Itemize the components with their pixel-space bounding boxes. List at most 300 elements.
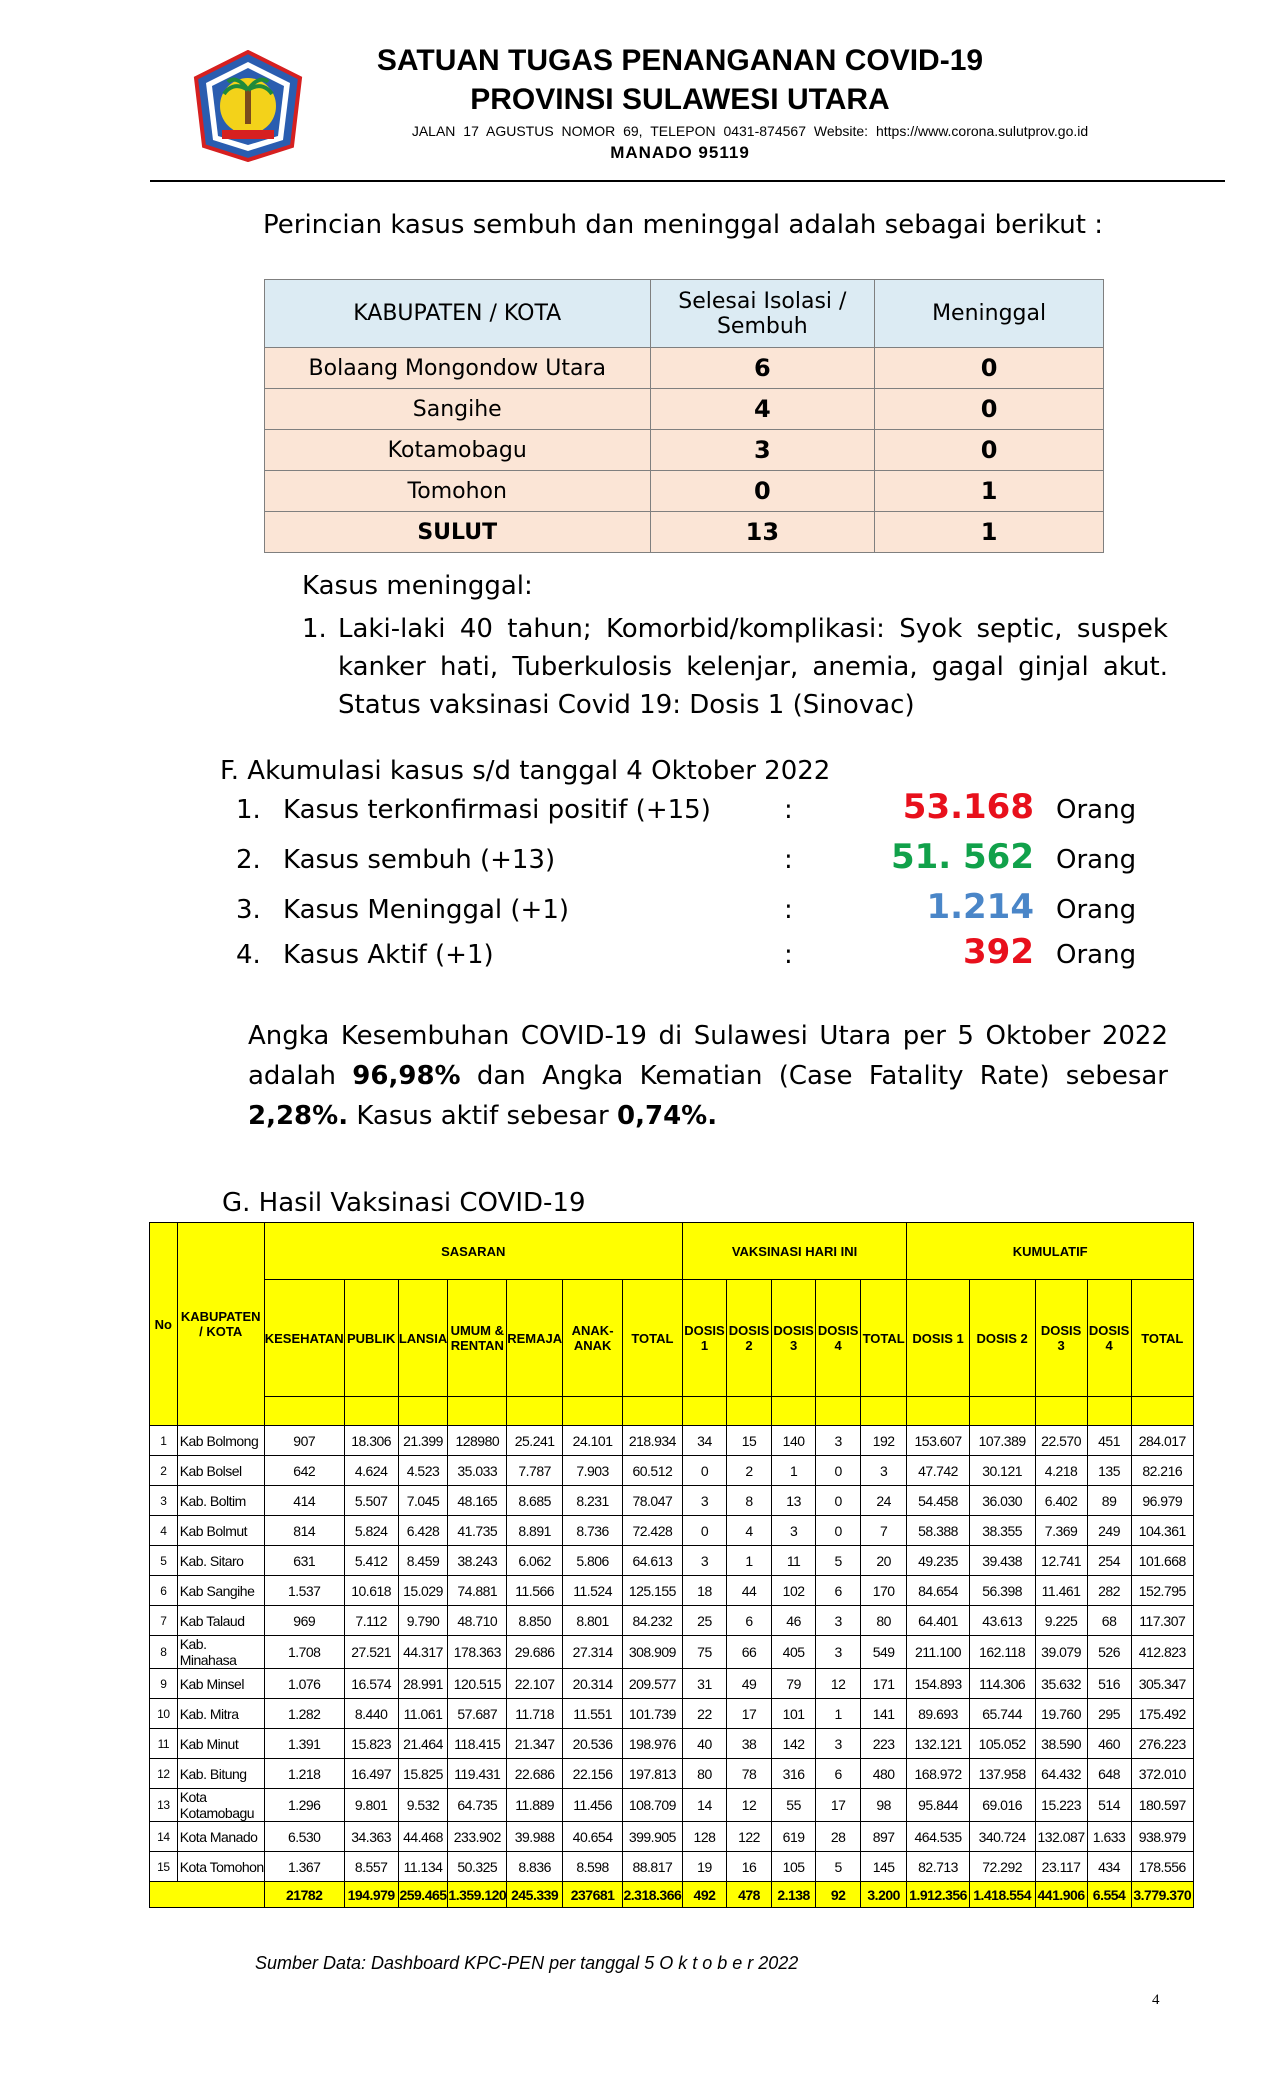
table-row bbox=[265, 430, 1104, 471]
active-rate: 0,74%. bbox=[617, 1101, 718, 1131]
col-today-dosis2: DOSIS 2 bbox=[727, 1280, 772, 1397]
cell-value: 79 bbox=[771, 1669, 816, 1699]
region-name: Bolaang Mongondow Utara bbox=[265, 348, 651, 389]
cell-value: 8.736 bbox=[563, 1516, 623, 1546]
cell-value: 8.850 bbox=[507, 1606, 563, 1636]
cell-value: 249 bbox=[1087, 1516, 1131, 1546]
group-cumulative: KUMULATIF bbox=[907, 1223, 1194, 1280]
cell-value: 938.979 bbox=[1131, 1822, 1193, 1852]
cell-value: 619 bbox=[771, 1822, 816, 1852]
region-name: Kab. Mitra bbox=[177, 1699, 264, 1729]
cell-value: 39.438 bbox=[969, 1546, 1035, 1576]
cell-value: 54.458 bbox=[907, 1486, 969, 1516]
item-label: Kasus Meninggal (+1) bbox=[283, 895, 570, 925]
table-row bbox=[150, 1822, 1194, 1852]
deaths-value: 1.214 bbox=[926, 887, 1034, 927]
cell-value: 12.741 bbox=[1035, 1546, 1087, 1576]
cell-value: 460 bbox=[1087, 1729, 1131, 1759]
cell-value: 16.574 bbox=[344, 1669, 398, 1699]
cell-value: 526 bbox=[1087, 1636, 1131, 1669]
cell-value: 82.713 bbox=[907, 1852, 969, 1882]
cell-value: 125.155 bbox=[623, 1576, 683, 1606]
total-label: SULUT bbox=[265, 512, 651, 553]
group-today: VAKSINASI HARI INI bbox=[682, 1223, 907, 1280]
cell-value: 80 bbox=[860, 1606, 906, 1636]
row-number: 4 bbox=[150, 1516, 178, 1546]
cell-value: 340.724 bbox=[969, 1822, 1035, 1852]
cell-value: 22 bbox=[682, 1699, 727, 1729]
cell-value: 101.668 bbox=[1131, 1546, 1193, 1576]
cell-value: 120.515 bbox=[448, 1669, 507, 1699]
header-spacer bbox=[344, 1397, 398, 1426]
cell-value: 1 bbox=[727, 1546, 772, 1576]
cell-value: 49.235 bbox=[907, 1546, 969, 1576]
region-name: Kota Manado bbox=[177, 1822, 264, 1852]
page-number: 4 bbox=[1152, 1992, 1160, 2008]
cell-value: 43.613 bbox=[969, 1606, 1035, 1636]
cell-value: 631 bbox=[264, 1546, 344, 1576]
cell-value: 0 bbox=[816, 1516, 861, 1546]
cell-value: 1.633 bbox=[1087, 1822, 1131, 1852]
cell-value: 4 bbox=[727, 1516, 772, 1546]
cell-value: 480 bbox=[860, 1759, 906, 1789]
item-colon: : bbox=[784, 845, 793, 875]
cell-value: 9.790 bbox=[398, 1606, 448, 1636]
cell-value: 316 bbox=[771, 1759, 816, 1789]
region-name: Kab Sangihe bbox=[177, 1576, 264, 1606]
item-number: 3. bbox=[236, 895, 261, 925]
total-value: 2.138 bbox=[771, 1882, 816, 1908]
table-row bbox=[150, 1426, 1194, 1456]
cell-value: 6 bbox=[816, 1576, 861, 1606]
cell-value: 39.079 bbox=[1035, 1636, 1087, 1669]
cell-value: 101.739 bbox=[623, 1699, 683, 1729]
cell-value: 16.497 bbox=[344, 1759, 398, 1789]
cell-value: 168.972 bbox=[907, 1759, 969, 1789]
cell-value: 20 bbox=[860, 1546, 906, 1576]
died-count: 0 bbox=[875, 430, 1104, 471]
cell-value: 154.893 bbox=[907, 1669, 969, 1699]
cell-value: 464.535 bbox=[907, 1822, 969, 1852]
cell-value: 170 bbox=[860, 1576, 906, 1606]
cell-value: 1.537 bbox=[264, 1576, 344, 1606]
header-spacer bbox=[448, 1397, 507, 1426]
col-umum-rentan: UMUM & RENTAN bbox=[448, 1280, 507, 1397]
item-label: Kasus Aktif (+1) bbox=[283, 940, 494, 970]
cell-value: 68 bbox=[1087, 1606, 1131, 1636]
cell-value: 44.468 bbox=[398, 1822, 448, 1852]
cell-value: 14 bbox=[682, 1789, 727, 1822]
header-spacer bbox=[623, 1397, 683, 1426]
active-value: 392 bbox=[963, 932, 1034, 972]
cell-value: 11.061 bbox=[398, 1699, 448, 1729]
header-spacer bbox=[1087, 1397, 1131, 1426]
intro-text: Perincian kasus sembuh dan meninggal adalah sebagai berikut : bbox=[263, 210, 1103, 240]
cell-value: 10.618 bbox=[344, 1576, 398, 1606]
cell-value: 24.101 bbox=[563, 1426, 623, 1456]
cell-value: 27.521 bbox=[344, 1636, 398, 1669]
accumulation-item-recovered bbox=[236, 837, 1137, 885]
row-number: 11 bbox=[150, 1729, 178, 1759]
cell-value: 0 bbox=[816, 1456, 861, 1486]
cell-value: 13 bbox=[771, 1486, 816, 1516]
cell-value: 372.010 bbox=[1131, 1759, 1193, 1789]
cell-value: 3 bbox=[771, 1516, 816, 1546]
cell-value: 5.824 bbox=[344, 1516, 398, 1546]
cell-value: 969 bbox=[264, 1606, 344, 1636]
row-number: 2 bbox=[150, 1456, 178, 1486]
cell-value: 88.817 bbox=[623, 1852, 683, 1882]
cell-value: 105 bbox=[771, 1852, 816, 1882]
cell-value: 122 bbox=[727, 1822, 772, 1852]
header-spacer bbox=[563, 1397, 623, 1426]
cell-value: 192 bbox=[860, 1426, 906, 1456]
region-name: Kab. Minahasa bbox=[177, 1636, 264, 1669]
total-value: 21782 bbox=[264, 1882, 344, 1908]
total-value: 245.339 bbox=[507, 1882, 563, 1908]
col-cum-dosis4: DOSIS 4 bbox=[1087, 1280, 1131, 1397]
region-name: Sangihe bbox=[265, 389, 651, 430]
accumulation-item-active bbox=[236, 932, 1137, 980]
cell-value: 30.121 bbox=[969, 1456, 1035, 1486]
row-number: 7 bbox=[150, 1606, 178, 1636]
header-spacer bbox=[507, 1397, 563, 1426]
died-count: 0 bbox=[875, 389, 1104, 430]
cell-value: 3 bbox=[816, 1606, 861, 1636]
cell-value: 25.241 bbox=[507, 1426, 563, 1456]
rate-text-3: Kasus aktif sebesar bbox=[348, 1101, 618, 1131]
section-g-heading: G. Hasil Vaksinasi COVID-19 bbox=[222, 1188, 586, 1218]
cell-value: 0 bbox=[816, 1486, 861, 1516]
cell-value: 907 bbox=[264, 1426, 344, 1456]
cell-value: 5 bbox=[816, 1546, 861, 1576]
total-recovered: 13 bbox=[650, 512, 875, 553]
cell-value: 399.905 bbox=[623, 1822, 683, 1852]
cell-value: 84.654 bbox=[907, 1576, 969, 1606]
rate-text-1: Angka Kesembuhan COVID-19 di Sulawesi Utara per 5 Oktober 2022 adalah bbox=[248, 1021, 1168, 1091]
cell-value: 132.087 bbox=[1035, 1822, 1087, 1852]
total-value: 1.359.120 bbox=[448, 1882, 507, 1908]
cell-value: 171 bbox=[860, 1669, 906, 1699]
col-kesehatan: KESEHATAN bbox=[264, 1280, 344, 1397]
cell-value: 80 bbox=[682, 1759, 727, 1789]
region-name: Kab Talaud bbox=[177, 1606, 264, 1636]
cell-value: 46 bbox=[771, 1606, 816, 1636]
cell-value: 175.492 bbox=[1131, 1699, 1193, 1729]
cell-value: 1.076 bbox=[264, 1669, 344, 1699]
total-value: 3.200 bbox=[860, 1882, 906, 1908]
header-spacer bbox=[1131, 1397, 1193, 1426]
cell-value: 549 bbox=[860, 1636, 906, 1669]
cell-value: 8 bbox=[727, 1486, 772, 1516]
cell-value: 117.307 bbox=[1131, 1606, 1193, 1636]
cell-value: 31 bbox=[682, 1669, 727, 1699]
deaths-list bbox=[302, 610, 1168, 724]
province-logo bbox=[192, 50, 304, 162]
cell-value: 4.218 bbox=[1035, 1456, 1087, 1486]
cell-value: 141 bbox=[860, 1699, 906, 1729]
cell-value: 44 bbox=[727, 1576, 772, 1606]
cell-value: 6.530 bbox=[264, 1822, 344, 1852]
cell-value: 82.216 bbox=[1131, 1456, 1193, 1486]
cell-value: 69.016 bbox=[969, 1789, 1035, 1822]
cell-value: 305.347 bbox=[1131, 1669, 1193, 1699]
col-anak: ANAK-ANAK bbox=[563, 1280, 623, 1397]
cell-value: 22.107 bbox=[507, 1669, 563, 1699]
cell-value: 104.361 bbox=[1131, 1516, 1193, 1546]
cell-value: 11.456 bbox=[563, 1789, 623, 1822]
cell-value: 78 bbox=[727, 1759, 772, 1789]
cell-value: 9.801 bbox=[344, 1789, 398, 1822]
col-no: No bbox=[150, 1223, 178, 1426]
cell-value: 56.398 bbox=[969, 1576, 1035, 1606]
section-f-heading: F. Akumulasi kasus s/d tanggal 4 Oktober 2022 bbox=[220, 756, 831, 786]
cell-value: 20.314 bbox=[563, 1669, 623, 1699]
cell-value: 3 bbox=[860, 1456, 906, 1486]
cell-value: 12 bbox=[816, 1669, 861, 1699]
cell-value: 142 bbox=[771, 1729, 816, 1759]
cell-value: 412.823 bbox=[1131, 1636, 1193, 1669]
cell-value: 64.613 bbox=[623, 1546, 683, 1576]
letterhead-subtitle: PROVINSI SULAWESI UTARA bbox=[470, 83, 890, 116]
cell-value: 5 bbox=[816, 1852, 861, 1882]
letterhead-divider bbox=[150, 180, 1225, 182]
cell-value: 414 bbox=[264, 1486, 344, 1516]
table-row bbox=[150, 1606, 1194, 1636]
cell-value: 3 bbox=[816, 1426, 861, 1456]
row-number: 10 bbox=[150, 1699, 178, 1729]
cell-value: 6.428 bbox=[398, 1516, 448, 1546]
group-sasaran: SASARAN bbox=[264, 1223, 682, 1280]
cell-value: 5.412 bbox=[344, 1546, 398, 1576]
cell-value: 1 bbox=[816, 1699, 861, 1729]
cell-value: 17 bbox=[727, 1699, 772, 1729]
cell-value: 89 bbox=[1087, 1486, 1131, 1516]
vaccination-total-row bbox=[150, 1882, 1194, 1908]
total-value: 237681 bbox=[563, 1882, 623, 1908]
cell-value: 282 bbox=[1087, 1576, 1131, 1606]
cell-value: 5.507 bbox=[344, 1486, 398, 1516]
cell-value: 152.795 bbox=[1131, 1576, 1193, 1606]
region-name: Kotamobagu bbox=[265, 430, 651, 471]
region-name: Kab Minsel bbox=[177, 1669, 264, 1699]
cell-value: 11.524 bbox=[563, 1576, 623, 1606]
cell-value: 405 bbox=[771, 1636, 816, 1669]
total-value: 441.906 bbox=[1035, 1882, 1087, 1908]
header-spacer bbox=[682, 1397, 727, 1426]
cell-value: 64.401 bbox=[907, 1606, 969, 1636]
rate-text-2: dan Angka Kematian (Case Fatality Rate) sebesar bbox=[460, 1061, 1168, 1091]
cell-value: 50.325 bbox=[448, 1852, 507, 1882]
cell-value: 8.231 bbox=[563, 1486, 623, 1516]
cell-value: 3 bbox=[682, 1486, 727, 1516]
total-value: 2.318.366 bbox=[623, 1882, 683, 1908]
cell-value: 114.306 bbox=[969, 1669, 1035, 1699]
header-spacer bbox=[860, 1397, 906, 1426]
cell-value: 15.823 bbox=[344, 1729, 398, 1759]
accumulation-item-deaths bbox=[236, 887, 1137, 935]
item-colon: : bbox=[784, 940, 793, 970]
cell-value: 78.047 bbox=[623, 1486, 683, 1516]
cell-value: 47.742 bbox=[907, 1456, 969, 1486]
header-recovered bbox=[650, 280, 875, 348]
cell-value: 3 bbox=[816, 1729, 861, 1759]
cell-value: 38.355 bbox=[969, 1516, 1035, 1546]
cell-value: 1.296 bbox=[264, 1789, 344, 1822]
cell-value: 3 bbox=[682, 1546, 727, 1576]
cell-value: 7.903 bbox=[563, 1456, 623, 1486]
cell-value: 22.686 bbox=[507, 1759, 563, 1789]
death-item-text: Laki-laki 40 tahun; Komorbid/komplikasi: Syok septic, suspek kanker hati, Tuberkulosis kelenjar, anemia, gagal ginjal akut. Status vaksinasi Covid 19: Dosis 1 (Sinovac) bbox=[338, 614, 1168, 720]
header-died: Meninggal bbox=[875, 280, 1104, 348]
cell-value: 8.598 bbox=[563, 1852, 623, 1882]
item-number: 1. bbox=[236, 795, 261, 825]
row-number: 14 bbox=[150, 1822, 178, 1852]
cell-value: 11.889 bbox=[507, 1789, 563, 1822]
cell-value: 276.223 bbox=[1131, 1729, 1193, 1759]
cell-value: 49 bbox=[727, 1669, 772, 1699]
col-today-total: TOTAL bbox=[860, 1280, 906, 1397]
cell-value: 11.718 bbox=[507, 1699, 563, 1729]
total-value: 492 bbox=[682, 1882, 727, 1908]
cell-value: 1.282 bbox=[264, 1699, 344, 1729]
table-row bbox=[150, 1699, 1194, 1729]
cell-value: 95.844 bbox=[907, 1789, 969, 1822]
cell-value: 60.512 bbox=[623, 1456, 683, 1486]
cell-value: 254 bbox=[1087, 1546, 1131, 1576]
header-kabupaten: KABUPATEN / KOTA bbox=[265, 280, 651, 348]
cell-value: 814 bbox=[264, 1516, 344, 1546]
cell-value: 19.760 bbox=[1035, 1699, 1087, 1729]
region-name: Kab. Sitaro bbox=[177, 1546, 264, 1576]
cell-value: 16 bbox=[727, 1852, 772, 1882]
cell-value: 198.976 bbox=[623, 1729, 683, 1759]
header-spacer bbox=[1035, 1397, 1087, 1426]
col-cum-dosis1: DOSIS 1 bbox=[907, 1280, 969, 1397]
item-number: 2. bbox=[236, 845, 261, 875]
item-label: Kasus sembuh (+13) bbox=[283, 845, 556, 875]
item-unit: Orang bbox=[1056, 895, 1137, 925]
cell-value: 211.100 bbox=[907, 1636, 969, 1669]
header-recovered-line1: Selesai Isolasi / bbox=[678, 288, 847, 314]
cell-value: 75 bbox=[682, 1636, 727, 1669]
cell-value: 27.314 bbox=[563, 1636, 623, 1669]
cell-value: 8.440 bbox=[344, 1699, 398, 1729]
col-kabupaten: KABUPATEN / KOTA bbox=[177, 1223, 264, 1426]
cell-value: 11.134 bbox=[398, 1852, 448, 1882]
table-row bbox=[265, 348, 1104, 389]
cell-value: 22.570 bbox=[1035, 1426, 1087, 1456]
table-row bbox=[150, 1852, 1194, 1882]
cell-value: 8.459 bbox=[398, 1546, 448, 1576]
recovered-count: 6 bbox=[650, 348, 875, 389]
cell-value: 28 bbox=[816, 1822, 861, 1852]
cell-value: 21.347 bbox=[507, 1729, 563, 1759]
col-cum-dosis2: DOSIS 2 bbox=[969, 1280, 1035, 1397]
header-spacer bbox=[771, 1397, 816, 1426]
cell-value: 8.836 bbox=[507, 1852, 563, 1882]
region-name: Kab Bolsel bbox=[177, 1456, 264, 1486]
recovered-count: 4 bbox=[650, 389, 875, 430]
region-name: Kab Minut bbox=[177, 1729, 264, 1759]
cell-value: 6.402 bbox=[1035, 1486, 1087, 1516]
cell-value: 34.363 bbox=[344, 1822, 398, 1852]
cell-value: 20.536 bbox=[563, 1729, 623, 1759]
col-remaja: REMAJA bbox=[507, 1280, 563, 1397]
item-colon: : bbox=[784, 895, 793, 925]
cell-value: 233.902 bbox=[448, 1822, 507, 1852]
died-count: 0 bbox=[875, 348, 1104, 389]
col-lansia: LANSIA bbox=[398, 1280, 448, 1397]
cell-value: 55 bbox=[771, 1789, 816, 1822]
cell-value: 180.597 bbox=[1131, 1789, 1193, 1822]
item-colon: : bbox=[784, 795, 793, 825]
cell-value: 108.709 bbox=[623, 1789, 683, 1822]
item-number: 4. bbox=[236, 940, 261, 970]
cell-value: 218.934 bbox=[623, 1426, 683, 1456]
cell-value: 39.988 bbox=[507, 1822, 563, 1852]
cell-value: 65.744 bbox=[969, 1699, 1035, 1729]
header-recovered-line2: Sembuh bbox=[716, 313, 808, 339]
cell-value: 72.428 bbox=[623, 1516, 683, 1546]
item-unit: Orang bbox=[1056, 940, 1137, 970]
cell-value: 1 bbox=[771, 1456, 816, 1486]
total-value: 6.554 bbox=[1087, 1882, 1131, 1908]
cell-value: 0 bbox=[682, 1516, 727, 1546]
cell-value: 135 bbox=[1087, 1456, 1131, 1486]
region-name: Tomohon bbox=[265, 471, 651, 512]
cell-value: 107.389 bbox=[969, 1426, 1035, 1456]
letterhead-address: JALAN 17 AGUSTUS NOMOR 69, TELEPON 0431-874567 Website: https://www.corona.sulutprov.go.id bbox=[411, 123, 1089, 139]
cell-value: 64.432 bbox=[1035, 1759, 1087, 1789]
cell-value: 162.118 bbox=[969, 1636, 1035, 1669]
region-name: Kab Bolmut bbox=[177, 1516, 264, 1546]
cell-value: 19 bbox=[682, 1852, 727, 1882]
col-today-dosis1: DOSIS 1 bbox=[682, 1280, 727, 1397]
cell-value: 25 bbox=[682, 1606, 727, 1636]
accumulation-item-confirmed bbox=[236, 787, 1137, 835]
cell-value: 35.033 bbox=[448, 1456, 507, 1486]
cell-value: 66 bbox=[727, 1636, 772, 1669]
cell-value: 18 bbox=[682, 1576, 727, 1606]
cell-value: 96.979 bbox=[1131, 1486, 1193, 1516]
cell-value: 57.687 bbox=[448, 1699, 507, 1729]
cell-value: 38 bbox=[727, 1729, 772, 1759]
total-row bbox=[265, 512, 1104, 553]
table-row bbox=[150, 1669, 1194, 1699]
cell-value: 35.632 bbox=[1035, 1669, 1087, 1699]
cell-value: 11.551 bbox=[563, 1699, 623, 1729]
header-spacer bbox=[264, 1397, 344, 1426]
header-spacer bbox=[907, 1397, 969, 1426]
cell-value: 23.117 bbox=[1035, 1852, 1087, 1882]
cell-value: 1.708 bbox=[264, 1636, 344, 1669]
cell-value: 24 bbox=[860, 1486, 906, 1516]
cell-value: 101 bbox=[771, 1699, 816, 1729]
cell-value: 74.881 bbox=[448, 1576, 507, 1606]
total-value: 194.979 bbox=[344, 1882, 398, 1908]
cell-value: 7 bbox=[860, 1516, 906, 1546]
cell-value: 516 bbox=[1087, 1669, 1131, 1699]
cell-value: 58.388 bbox=[907, 1516, 969, 1546]
table-row bbox=[150, 1789, 1194, 1822]
letterhead-city: MANADO 95119 bbox=[610, 143, 750, 162]
row-number: 8 bbox=[150, 1636, 178, 1669]
item-unit: Orang bbox=[1056, 845, 1137, 875]
region-name: Kota Tomohon bbox=[177, 1852, 264, 1882]
total-value: 478 bbox=[727, 1882, 772, 1908]
row-number: 15 bbox=[150, 1852, 178, 1882]
